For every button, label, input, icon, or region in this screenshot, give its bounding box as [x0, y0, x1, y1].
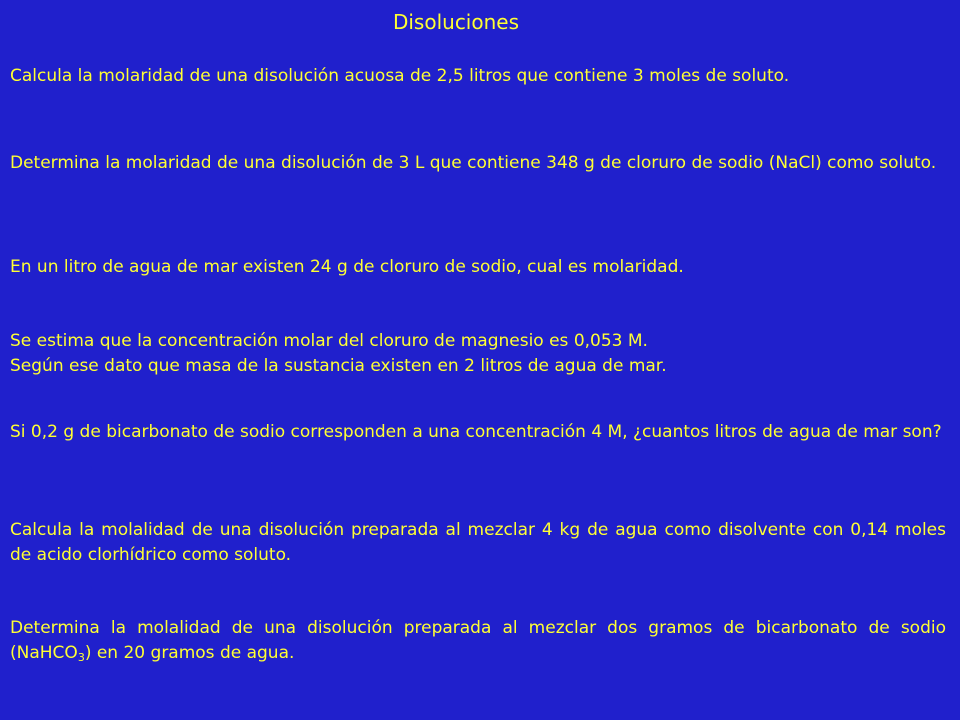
problem-7-text: Determina la molalidad de una disolución preparada al mezclar dos gramos de bicarbonato de sodio (NaHCO [10, 618, 946, 663]
problem-4-line-1: Se estima que la concentración molar del cloruro de magnesio es 0,053 M. [10, 331, 648, 351]
problem-2: Determina la molaridad de una disolución de 3 L que contiene 348 g de cloruro de sodio (NaCl) como soluto. [10, 153, 937, 173]
problem-7 [10, 616, 946, 666]
problem-1: Calcula la molaridad de una disolución acuosa de 2,5 litros que contiene 3 moles de soluto. [10, 66, 790, 86]
problem-4-line-2: Según ese dato que masa de la sustancia existen en 2 litros de agua de mar. [10, 356, 667, 376]
problem-7-text-end: ) en 20 gramos de agua. [84, 643, 295, 663]
problem-3: En un litro de agua de mar existen 24 g de cloruro de sodio, cual es molaridad. [10, 257, 684, 277]
problem-5: Si 0,2 g de bicarbonato de sodio corresponden a una concentración 4 M, ¿cuantos litros de agua de mar son? [10, 422, 942, 442]
problem-6: Calcula la molalidad de una disolución preparada al mezclar 4 kg de agua como disolvente con 0,14 moles de acido clorhídrico como soluto. [10, 520, 946, 565]
problem-7-subscript: 3 [77, 651, 85, 664]
problem-4 [10, 329, 946, 379]
slide-title: Disoluciones [392, 10, 520, 34]
